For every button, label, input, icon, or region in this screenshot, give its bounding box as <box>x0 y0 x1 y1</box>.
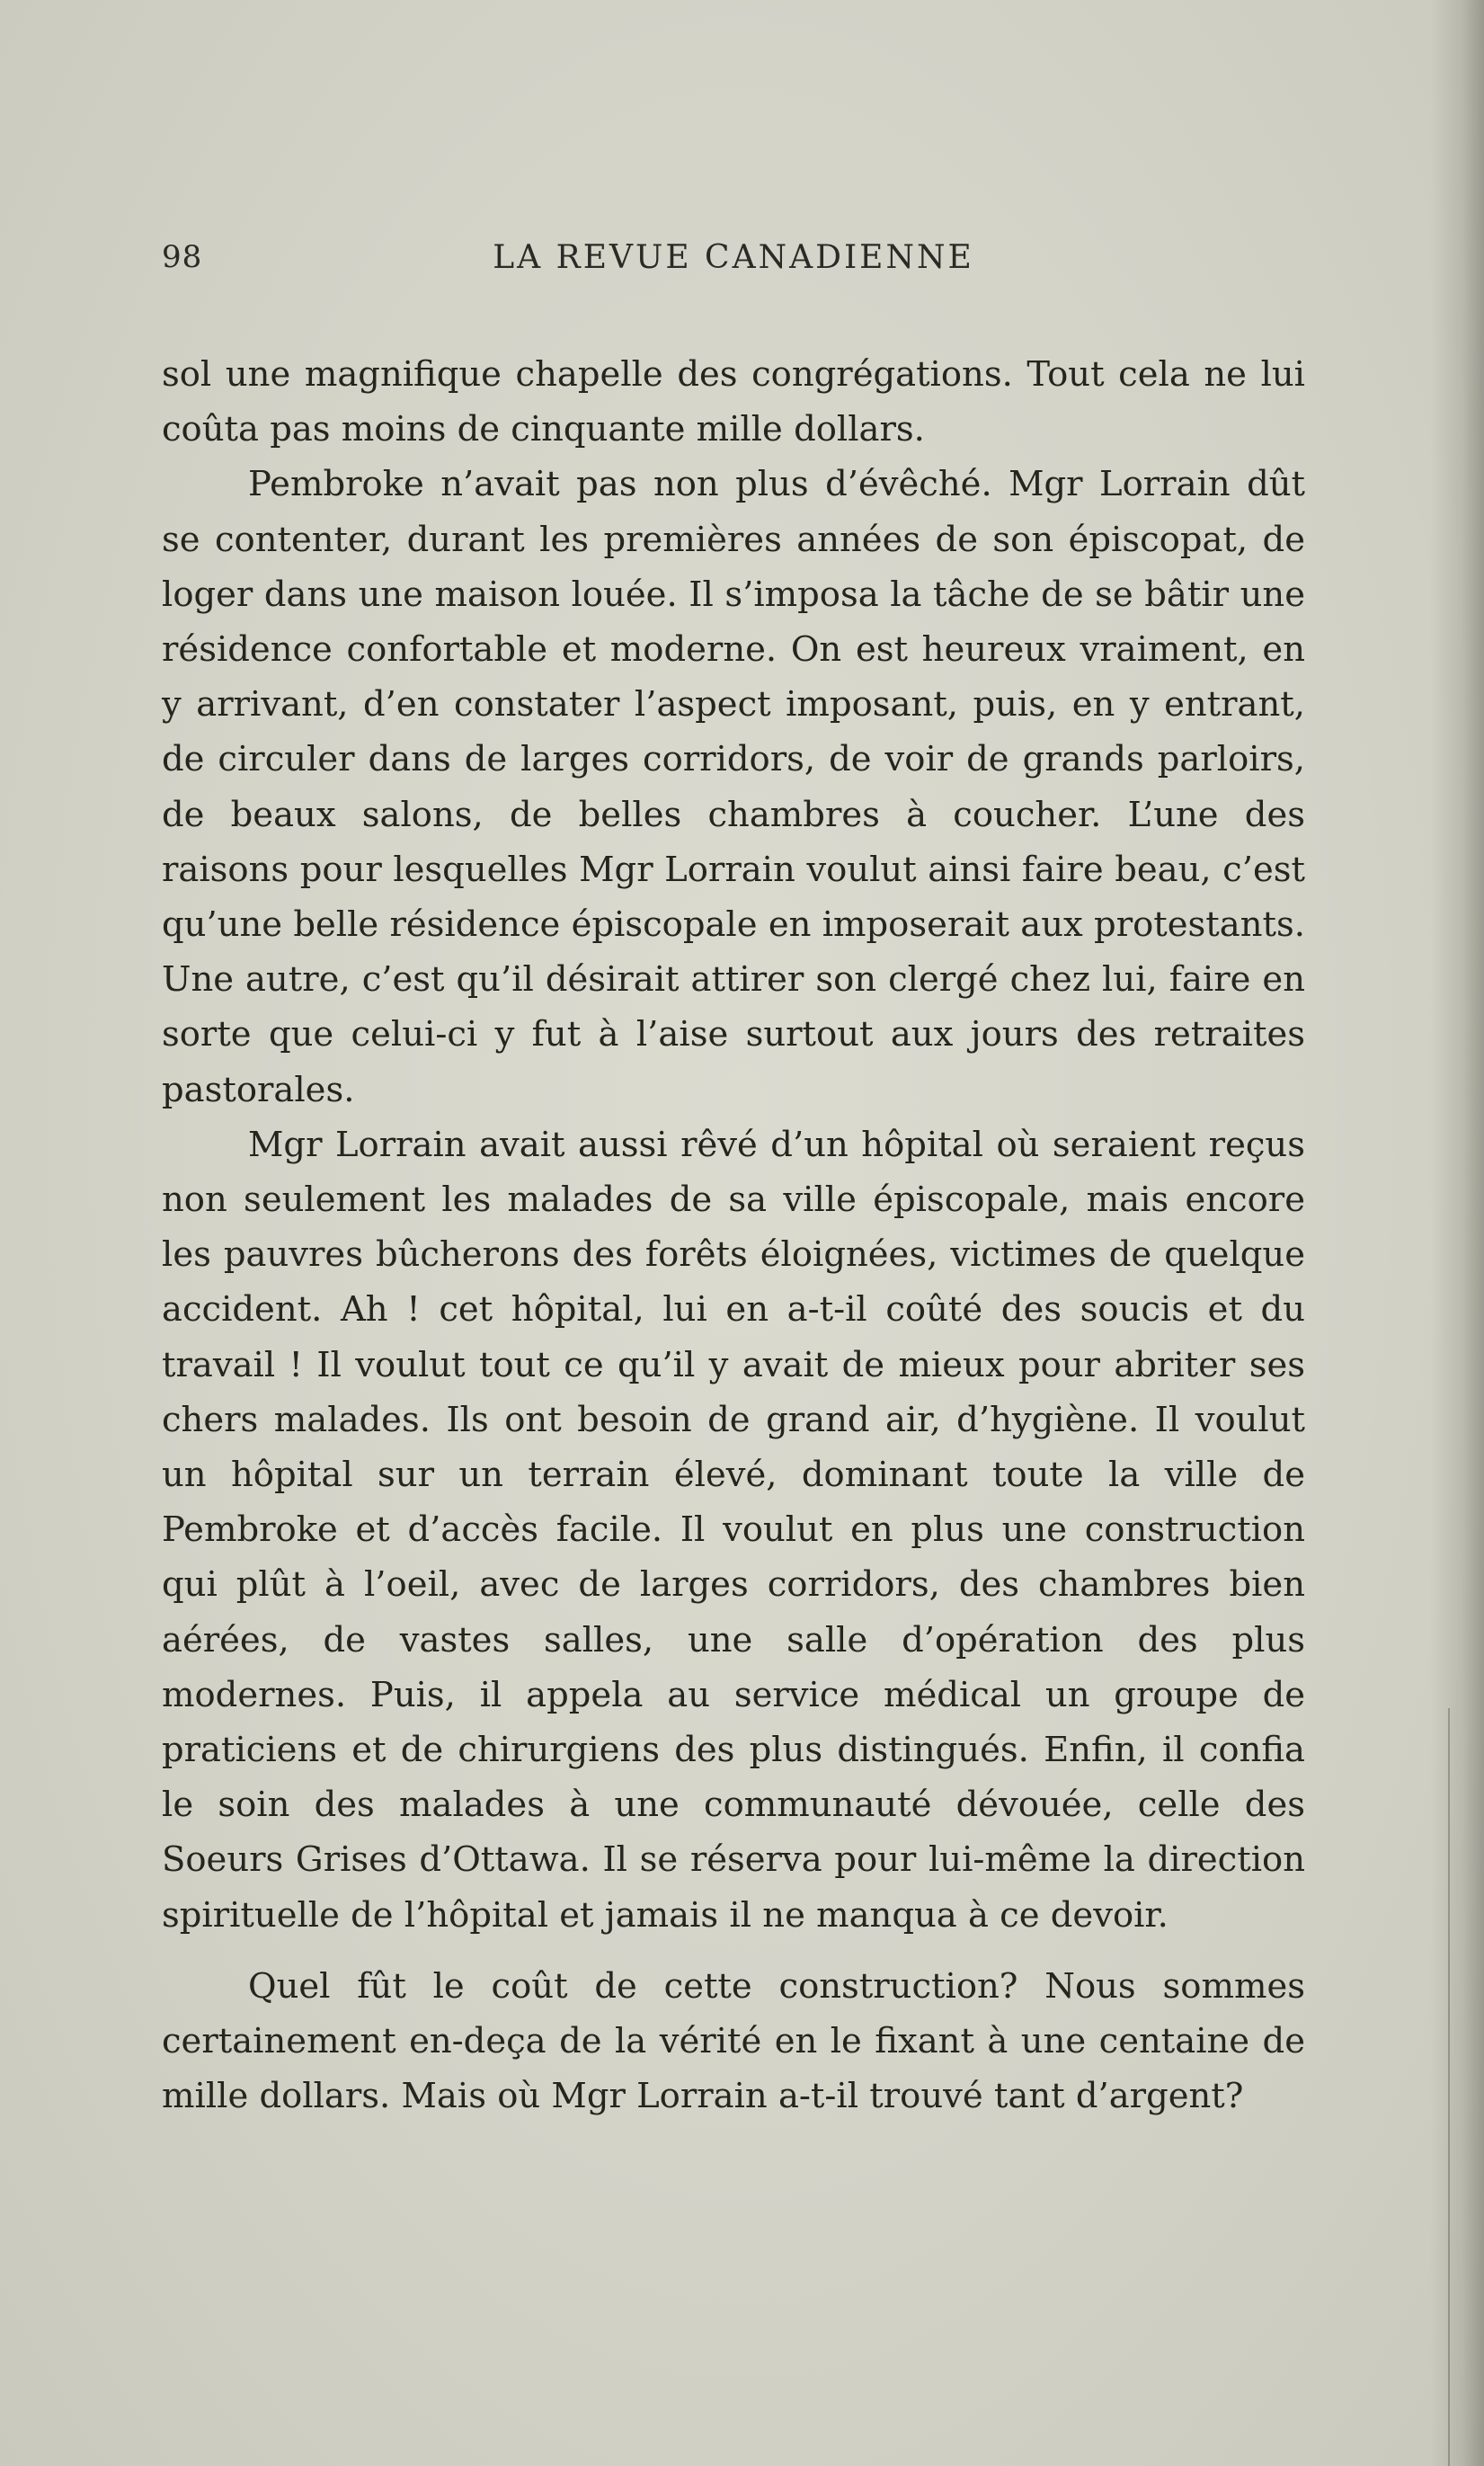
page-number: 98 <box>162 239 203 275</box>
running-title: LA REVUE CANADIENNE <box>493 239 974 276</box>
paragraph: sol une magnifique chapelle des congrégations. Tout cela ne lui coûta pas moins de cinquante mille dollars. <box>162 354 1305 450</box>
body-text <box>162 347 1305 2124</box>
paragraph: Mgr Lorrain avait aussi rêvé d’un hôpital où seraient reçus non seulement les malades de sa ville épiscopale, mais encore les pauvres bûcherons des forêts éloignées, victimes de quelque accident. Ah ! cet hôpital, lui en a-t-il coûté des soucis et du travail ! Il voulut tout ce qu’il y avait de mieux pour abriter ses chers malades. Ils ont besoin de grand air, d’hygiène. Il voulut un hôpital sur un terrain élevé, dominant toute la ville de Pembroke et d’accès facile. Il voulut en plus une construction qui plût à l’oeil, avec de larges corridors, des chambres bien aérées, de vastes salles, une salle d’opération des plus modernes. Puis, il appela au service médical un groupe de praticiens et de chirurgiens des plus distingués. Enfin, il confia le soin des malades à une communauté dévouée, celle des Soeurs Grises d’Ottawa. Il se réserva pour lui-même la direction spirituelle de l’hôpital et jamais il ne manqua à ce devoir. <box>162 1124 1305 1936</box>
page-binding-crease <box>1448 1708 1450 2466</box>
paragraph: Pembroke n’avait pas non plus d’évêché. Mgr Lorrain dût se contenter, durant les premières années de son épiscopat, de loger dans une maison louée. Il s’imposa la tâche de se bâtir une résidence confortable et moderne. On est heureux vraiment, en y arrivant, d’en constater l’aspect imposant, puis, en y entrant, de circuler dans de larges corridors, de voir de grands parloirs, de beaux salons, de belles chambres à coucher. L’une des raisons pour lesquelles Mgr Lorrain voulut ainsi faire beau, c’est qu’une belle résidence épiscopale en imposerait aux protestants. Une autre, c’est qu’il désirait attirer son clergé chez lui, faire en sorte que celui-ci y fut à l’aise surtout aux jours des retraites pastorales. <box>162 464 1305 1110</box>
page-binding-shadow <box>1430 0 1484 2466</box>
running-header <box>162 239 1305 293</box>
paragraph: Quel fût le coût de cette construction? Nous sommes certainement en-deça de la vérité en le fixant à une centaine de mille dollars. Mais où Mgr Lorrain a-t-il trouvé tant d’argent? <box>162 1965 1305 2117</box>
